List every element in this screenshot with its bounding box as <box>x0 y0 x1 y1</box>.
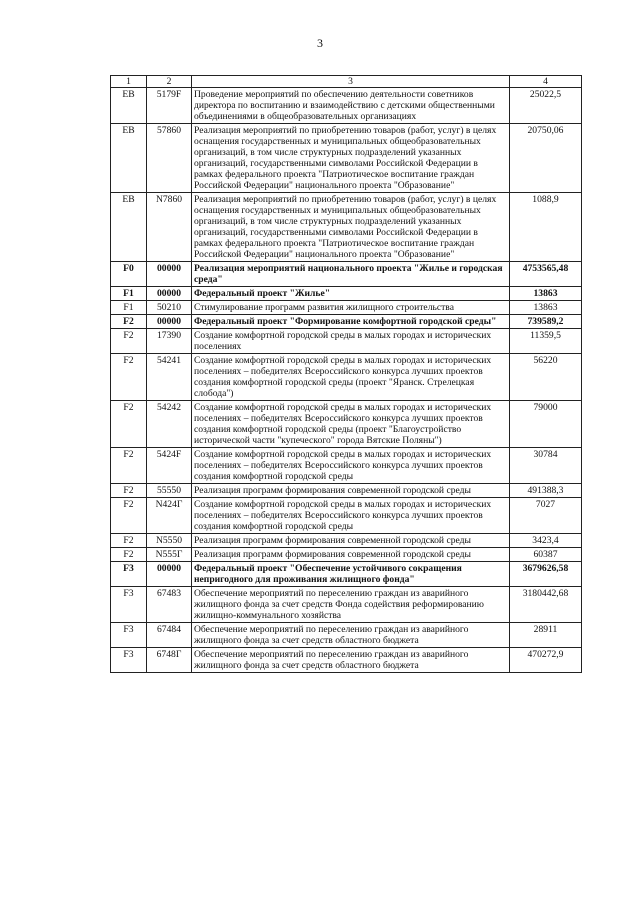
row-description: Реализация программ формирования современной городской среды <box>192 548 510 562</box>
row-amount: 4753565,48 <box>510 262 582 287</box>
section-code: F2 <box>111 315 147 329</box>
row-description: Реализация программ формирования современной городской среды <box>192 534 510 548</box>
section-code: ЕВ <box>111 193 147 262</box>
target-code: 00000 <box>147 287 192 301</box>
table-row <box>111 287 582 301</box>
row-description: Стимулирование программ развития жилищного строительства <box>192 301 510 315</box>
table-row <box>111 623 582 648</box>
row-description: Федеральный проект "Обеспечение устойчивого сокращения непригодного для проживания жилищного фонда" <box>192 562 510 587</box>
target-code: 57860 <box>147 124 192 193</box>
target-code: 17390 <box>147 329 192 354</box>
target-code: N5550 <box>147 534 192 548</box>
row-amount: 79000 <box>510 401 582 448</box>
section-code: F3 <box>111 562 147 587</box>
section-code: F3 <box>111 648 147 673</box>
target-code: 54241 <box>147 354 192 401</box>
section-code: F2 <box>111 548 147 562</box>
row-description: Создание комфортной городской среды в малых городах и исторических поселениях – победителях Всероссийского конкурса лучших проектов создания комфортной городской среды <box>192 448 510 484</box>
target-code: 50210 <box>147 301 192 315</box>
row-amount: 30784 <box>510 448 582 484</box>
table-row <box>111 301 582 315</box>
section-code: F2 <box>111 401 147 448</box>
row-description: Создание комфортной городской среды в малых городах и исторических поселениях – победителях Всероссийского конкурса лучших проектов создания комфортной городской среды <box>192 498 510 534</box>
target-code: 6748Г <box>147 648 192 673</box>
target-code: 00000 <box>147 315 192 329</box>
column-header: 2 <box>147 76 192 88</box>
section-code: F3 <box>111 623 147 648</box>
section-code: ЕВ <box>111 88 147 124</box>
row-amount: 3180442,68 <box>510 587 582 623</box>
section-code: F2 <box>111 448 147 484</box>
table-row <box>111 262 582 287</box>
page-number: 3 <box>317 36 323 50</box>
table-row <box>111 534 582 548</box>
row-amount: 13863 <box>510 287 582 301</box>
target-code: N555Г <box>147 548 192 562</box>
column-header: 1 <box>111 76 147 88</box>
table-row <box>111 587 582 623</box>
table-row <box>111 484 582 498</box>
row-amount: 7027 <box>510 498 582 534</box>
row-description: Реализация мероприятий по приобретению товаров (работ, услуг) в целях оснащения государственных и муниципальных общеобразовательных организаций, в том числе структурных подразделений указанных организаций, государственными символами Российской Федерации в рамках федерального проекта "Патриотическое воспитание граждан Российской Федерации" национального проекта "Образование" <box>192 124 510 193</box>
section-code: F1 <box>111 301 147 315</box>
row-amount: 491388,3 <box>510 484 582 498</box>
section-code: F2 <box>111 534 147 548</box>
row-description: Обеспечение мероприятий по переселению граждан из аварийного жилищного фонда за счет средств областного бюджета <box>192 623 510 648</box>
table-row <box>111 562 582 587</box>
table-row <box>111 315 582 329</box>
table-body <box>111 88 582 673</box>
section-code: F1 <box>111 287 147 301</box>
row-description: Обеспечение мероприятий по переселению граждан из аварийного жилищного фонда за счет средств областного бюджета <box>192 648 510 673</box>
table-row <box>111 648 582 673</box>
section-code: F3 <box>111 587 147 623</box>
row-amount: 739589,2 <box>510 315 582 329</box>
target-code: 67484 <box>147 623 192 648</box>
row-description: Создание комфортной городской среды в малых городах и исторических поселениях – победителях Всероссийского конкурса лучших проектов создания комфортной городской среды (проект "Благоустройство исторической части "купеческого" города Вятские Поляны") <box>192 401 510 448</box>
table-row <box>111 88 582 124</box>
row-description: Реализация мероприятий по приобретению товаров (работ, услуг) в целях оснащения государственных и муниципальных общеобразовательных организаций, в том числе структурных подразделений указанных организаций, государственными символами Российской Федерации в рамках федерального проекта "Патриотическое воспитание граждан Российской Федерации" национального проекта "Образование" <box>192 193 510 262</box>
table-row <box>111 193 582 262</box>
row-amount: 20750,06 <box>510 124 582 193</box>
row-description: Создание комфортной городской среды в малых городах и исторических поселениях – победителях Всероссийского конкурса лучших проектов создания комфортной городской среды (проект "Яранск. Стрелецкая слобода") <box>192 354 510 401</box>
row-amount: 1088,9 <box>510 193 582 262</box>
target-code: 54242 <box>147 401 192 448</box>
row-description: Федеральный проект "Формирование комфортной городской среды" <box>192 315 510 329</box>
budget-table <box>110 75 582 673</box>
target-code: 5424F <box>147 448 192 484</box>
row-description: Реализация программ формирования современной городской среды <box>192 484 510 498</box>
section-code: F2 <box>111 498 147 534</box>
table-row <box>111 124 582 193</box>
target-code: N7860 <box>147 193 192 262</box>
row-amount: 60387 <box>510 548 582 562</box>
section-code: F2 <box>111 354 147 401</box>
table-row <box>111 329 582 354</box>
section-code: ЕВ <box>111 124 147 193</box>
row-amount: 13863 <box>510 301 582 315</box>
row-amount: 11359,5 <box>510 329 582 354</box>
section-code: F0 <box>111 262 147 287</box>
target-code: 00000 <box>147 562 192 587</box>
table-row <box>111 401 582 448</box>
table-header <box>111 76 582 88</box>
column-header: 4 <box>510 76 582 88</box>
target-code: N424Г <box>147 498 192 534</box>
table-row <box>111 354 582 401</box>
row-description: Реализация мероприятий национального проекта "Жилье и городская среда" <box>192 262 510 287</box>
row-description: Создание комфортной городской среды в малых городах и исторических поселениях <box>192 329 510 354</box>
target-code: 67483 <box>147 587 192 623</box>
row-amount: 470272,9 <box>510 648 582 673</box>
target-code: 55550 <box>147 484 192 498</box>
row-amount: 56220 <box>510 354 582 401</box>
row-amount: 3679626,58 <box>510 562 582 587</box>
section-code: F2 <box>111 329 147 354</box>
table-row <box>111 548 582 562</box>
table-row <box>111 448 582 484</box>
table-row <box>111 498 582 534</box>
target-code: 00000 <box>147 262 192 287</box>
row-amount: 25022,5 <box>510 88 582 124</box>
section-code: F2 <box>111 484 147 498</box>
row-description: Федеральный проект "Жилье" <box>192 287 510 301</box>
row-description: Проведение мероприятий по обеспечению деятельности советников директора по воспитанию и взаимодействию с детскими общественными объединениями в общеобразовательных организациях <box>192 88 510 124</box>
row-description: Обеспечение мероприятий по переселению граждан из аварийного жилищного фонда за счет средств Фонда содействия реформированию жилищно-коммунального хозяйства <box>192 587 510 623</box>
row-amount: 3423,4 <box>510 534 582 548</box>
column-header: 3 <box>192 76 510 88</box>
target-code: 5179F <box>147 88 192 124</box>
row-amount: 28911 <box>510 623 582 648</box>
